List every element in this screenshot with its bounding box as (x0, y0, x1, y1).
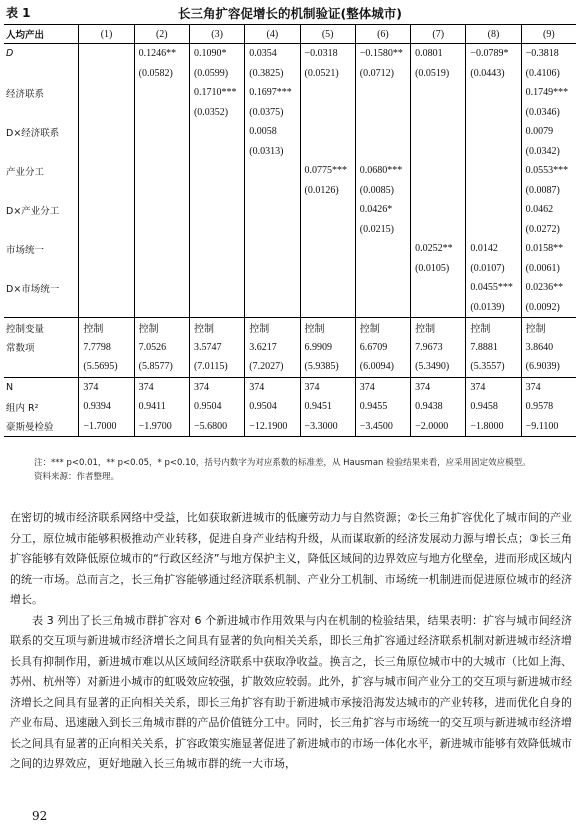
table-row (4, 357, 576, 377)
table-cell (300, 103, 355, 123)
table-cell: (0.0087) (521, 181, 576, 201)
table-row (4, 44, 576, 64)
table-cell (245, 259, 300, 279)
table-cell (411, 220, 466, 240)
table-cell (300, 220, 355, 240)
table-cell (355, 83, 410, 103)
table-cell: (0.0085) (355, 181, 410, 201)
table-row (4, 278, 576, 298)
table-cell: 0.0553*** (521, 161, 576, 181)
table-cell (79, 44, 134, 64)
row-label: 产业分工 (6, 166, 45, 178)
table-cell: (0.0313) (245, 142, 300, 162)
table-cell (245, 200, 300, 220)
table-cell (466, 83, 521, 103)
table-title: 长三角扩容促增长的机制验证(整体城市) (178, 6, 402, 21)
table-row (4, 220, 576, 240)
row-label: D (6, 48, 14, 60)
table-row (4, 64, 576, 84)
table-row (4, 417, 576, 437)
body-paragraph-2: 表 3 列出了长三角城市群扩容对 6 个新进城市作用效果与内在机制的检验结果，结果表明：扩容与城市间经济联系的交互项与新进城市经济增长之间具有显著的负向相关关系，即长三角扩容通过经济联系机制对新进城市经济增长具有抑制作用，新进城市难以从区域间经济联系中获取净收益。换言之，长三角原位城市中的大城市（比如上海、苏州、杭州等）对新进小城市的虹吸效应较强，扩散效应较弱。此外，扩容与城市间产业分工的交互项与新进城市经济增长之间具有显著的正向相关关系，即长三角扩容有助于新进城市承接沿海发达城市的产业转移，进而优化自身的产业布局、迅速融入到长三角城市群的产品价值链分工中。同时，长三角扩容与市场统一的交互项与新进城市经济增长之间具有显著的正向相关关系，扩容政策实施显著促进了新进城市的市场一体化水平，新进城市能够有效降低城市之间的边界效应，更好地融入长三角城市群的统一大市场， (10, 613, 572, 770)
table-cell: −1.7000 (79, 417, 134, 437)
table-cell: 374 (134, 377, 189, 397)
table-cell: (0.0342) (521, 142, 576, 162)
table-cell (411, 142, 466, 162)
table-cell (79, 200, 134, 220)
table-cell (189, 122, 244, 142)
table-cell (300, 200, 355, 220)
table-cell (245, 278, 300, 298)
table-cell (355, 278, 410, 298)
table-cell: 0.9504 (189, 397, 244, 417)
table-caption (4, 2, 576, 22)
table-cell (355, 142, 410, 162)
table-cell: 控制 (521, 318, 576, 338)
body-paragraph-1: 在密切的城市经济联系网络中受益，比如获取新进城市的低廉劳动力与自然资源；②长三角扩容优化了城市间的产业分工，原位城市能够积极推动产业转移，促进自身产业结构升级，从而谋取新的经济发展动力源与增长点；③长三角扩容能够有效降低原位城市的“行政区经济”与地方保护主义，降低区域间的边界效应与地方化壁垒，进而形成区域内的统一市场。总而言之，长三角扩容能够通过经济联系机制、产业分工机制、市场统一机制进而促进原位城市的经济增长。 (10, 511, 572, 606)
table-cell (300, 259, 355, 279)
table-cell (300, 278, 355, 298)
table-cell: 0.9411 (134, 397, 189, 417)
table-cell: (0.0105) (411, 259, 466, 279)
table-cell: 控制 (411, 318, 466, 338)
table-row (4, 377, 576, 397)
table-cell (79, 122, 134, 142)
row-label (4, 64, 79, 84)
table-cell: 7.7798 (79, 338, 134, 358)
table-cell: (0.0599) (189, 64, 244, 84)
table-cell: 374 (79, 377, 134, 397)
table-cell (300, 122, 355, 142)
table-cell: 374 (300, 377, 355, 397)
table-cell: −1.9700 (134, 417, 189, 437)
table-cell (79, 239, 134, 259)
table-cell (411, 181, 466, 201)
table-header-row (4, 25, 576, 44)
regression-table (4, 24, 576, 437)
table-cell: −5.6800 (189, 417, 244, 437)
table-cell: 控制 (79, 318, 134, 338)
column-header: (5) (300, 25, 355, 44)
table-cell (355, 122, 410, 142)
table-cell (79, 278, 134, 298)
column-header: (3) (189, 25, 244, 44)
table-row (4, 142, 576, 162)
row-label: N (4, 377, 79, 397)
table-cell: 0.0142 (466, 239, 521, 259)
table-cell: 0.9438 (411, 397, 466, 417)
table-cell (79, 259, 134, 279)
table-cell: 0.1710*** (189, 83, 244, 103)
table-cell: (5.3557) (466, 357, 521, 377)
table-source: 资料来源：作者整理。 (34, 472, 120, 482)
table-cell (245, 220, 300, 240)
table-cell: (7.0115) (189, 357, 244, 377)
table-cell: (0.0375) (245, 103, 300, 123)
table-cell: 7.9673 (411, 338, 466, 358)
table-row (4, 83, 576, 103)
table-cell (79, 64, 134, 84)
table-cell (134, 103, 189, 123)
table-cell: 0.0058 (245, 122, 300, 142)
table-cell: 374 (189, 377, 244, 397)
table-cell (411, 122, 466, 142)
table-cell: (5.3490) (411, 357, 466, 377)
table-cell (189, 278, 244, 298)
column-header: (1) (79, 25, 134, 44)
table-cell (245, 181, 300, 201)
table-cell (300, 239, 355, 259)
table-cell (411, 83, 466, 103)
table-cell: (0.0215) (355, 220, 410, 240)
table-cell (355, 298, 410, 318)
table-cell (134, 298, 189, 318)
table-cell: 控制 (245, 318, 300, 338)
table-row (4, 181, 576, 201)
table-cell: 0.0158** (521, 239, 576, 259)
table-cell: 0.1749*** (521, 83, 576, 103)
table-row (4, 103, 576, 123)
table-cell: (0.0126) (300, 181, 355, 201)
table-cell (134, 278, 189, 298)
table-cell (245, 298, 300, 318)
table-cell: 0.9458 (466, 397, 521, 417)
table-cell (189, 181, 244, 201)
table-cell (79, 181, 134, 201)
column-header: (6) (355, 25, 410, 44)
table-cell (466, 161, 521, 181)
column-header: (7) (411, 25, 466, 44)
table-cell: 3.6217 (245, 338, 300, 358)
table-cell: (0.0582) (134, 64, 189, 84)
table-cell (79, 103, 134, 123)
table-cell: 0.9504 (245, 397, 300, 417)
table-cell (134, 142, 189, 162)
table-cell: (0.0352) (189, 103, 244, 123)
table-cell (411, 103, 466, 123)
table-cell (411, 161, 466, 181)
row-label (4, 298, 79, 318)
table-body (4, 44, 576, 437)
table-cell (79, 83, 134, 103)
table-cell: −1.8000 (466, 417, 521, 437)
table-cell: 0.9394 (79, 397, 134, 417)
table-cell (466, 103, 521, 123)
table-cell: −3.3000 (300, 417, 355, 437)
table-cell (300, 298, 355, 318)
table-cell (134, 259, 189, 279)
table-cell (134, 161, 189, 181)
table-cell: (5.9385) (300, 357, 355, 377)
table-cell (355, 259, 410, 279)
table-cell: 0.1246** (134, 44, 189, 64)
table-cell: 0.0680*** (355, 161, 410, 181)
row-label (4, 220, 79, 240)
table-cell: 控制 (189, 318, 244, 338)
table-cell: 0.9451 (300, 397, 355, 417)
table-row (4, 259, 576, 279)
table-row (4, 200, 576, 220)
table-cell: 6.6709 (355, 338, 410, 358)
table-cell (189, 298, 244, 318)
table-cell: 控制 (355, 318, 410, 338)
table-cell: 374 (521, 377, 576, 397)
row-label (4, 142, 79, 162)
table-cell (134, 122, 189, 142)
body-text (10, 508, 572, 775)
table-cell (245, 239, 300, 259)
table-cell: 374 (411, 377, 466, 397)
table-cell: (0.0712) (355, 64, 410, 84)
table-number: 表 1 (6, 6, 31, 20)
table-cell: 374 (355, 377, 410, 397)
table-cell: (0.0519) (411, 64, 466, 84)
table-cell: −3.4500 (355, 417, 410, 437)
table-cell: 0.0775*** (300, 161, 355, 181)
table-cell: 控制 (134, 318, 189, 338)
column-header: (9) (521, 25, 576, 44)
row-label (4, 103, 79, 123)
table-cell (300, 142, 355, 162)
table-cell (466, 200, 521, 220)
table-cell: (7.2027) (245, 357, 300, 377)
table-cell: 控制 (466, 318, 521, 338)
table-cell: 0.1090* (189, 44, 244, 64)
table-cell (79, 161, 134, 181)
table-cell: (6.0094) (355, 357, 410, 377)
table-cell: (0.0139) (466, 298, 521, 318)
table-cell: (0.0092) (521, 298, 576, 318)
table-cell (411, 298, 466, 318)
table-cell (189, 259, 244, 279)
row-label: D×市场统一 (6, 283, 60, 295)
row-label: 市场统一 (6, 244, 45, 256)
table-cell (79, 298, 134, 318)
table-row (4, 161, 576, 181)
table-cell: 3.8640 (521, 338, 576, 358)
row-label (4, 259, 79, 279)
table-row (4, 338, 576, 358)
table-cell: −2.0000 (411, 417, 466, 437)
table-cell (189, 161, 244, 181)
row-label: 控制变量 (4, 318, 79, 338)
column-header: (4) (245, 25, 300, 44)
table-cell (411, 200, 466, 220)
table-cell: 0.9455 (355, 397, 410, 417)
row-label: 常数项 (6, 343, 35, 355)
table-cell (134, 239, 189, 259)
table-cell: (0.0521) (300, 64, 355, 84)
table-cell: −0.1580** (355, 44, 410, 64)
table-cell (466, 122, 521, 142)
table-cell: 7.8881 (466, 338, 521, 358)
table-cell: −9.1100 (521, 417, 576, 437)
table-cell: 0.0426* (355, 200, 410, 220)
table-cell: (5.8577) (134, 357, 189, 377)
table-row (4, 122, 576, 142)
table-cell: −0.0789* (466, 44, 521, 64)
table-cell (189, 142, 244, 162)
table-cell: (0.0443) (466, 64, 521, 84)
table-cell: 0.0801 (411, 44, 466, 64)
table-cell (411, 278, 466, 298)
table-cell (466, 181, 521, 201)
table-cell: (0.4106) (521, 64, 576, 84)
table-cell: 0.9578 (521, 397, 576, 417)
row-label (4, 357, 79, 377)
table-cell (300, 83, 355, 103)
row-label: 豪斯曼检验 (4, 417, 79, 437)
table-cell: 0.0252** (411, 239, 466, 259)
table-cell (79, 220, 134, 240)
table-cell: 0.0079 (521, 122, 576, 142)
table-cell (355, 239, 410, 259)
table-notes (34, 456, 572, 484)
table-cell: 控制 (300, 318, 355, 338)
table-cell (189, 220, 244, 240)
table-cell (134, 181, 189, 201)
row-label: 经济联系 (6, 88, 45, 100)
table-cell: (0.3825) (245, 64, 300, 84)
table-cell (134, 83, 189, 103)
table-cell (134, 220, 189, 240)
table-cell (134, 200, 189, 220)
table-cell (466, 142, 521, 162)
table-cell (79, 142, 134, 162)
column-header: (2) (134, 25, 189, 44)
table-cell: (5.5695) (79, 357, 134, 377)
table-cell (466, 220, 521, 240)
table-cell: (0.0107) (466, 259, 521, 279)
row-label: 组内 R² (6, 402, 39, 414)
table-cell: (0.0061) (521, 259, 576, 279)
table-cell: −12.1900 (245, 417, 300, 437)
table-cell: 0.0462 (521, 200, 576, 220)
table-cell: 0.0455*** (466, 278, 521, 298)
table-row (4, 397, 576, 417)
table-cell: 0.0236** (521, 278, 576, 298)
table-cell (355, 103, 410, 123)
table-cell (245, 161, 300, 181)
table-cell: 0.0354 (245, 44, 300, 64)
table-cell: 6.9909 (300, 338, 355, 358)
table-note: 注：*** p<0.01，** p<0.05，* p<0.10，括号内数字为对应系数的标准差，从 Hausman 检验结果来看，应采用固定效应模型。 (34, 458, 531, 468)
table-cell: −0.0318 (300, 44, 355, 64)
table-cell: 0.1697*** (245, 83, 300, 103)
table-cell (189, 200, 244, 220)
row-label: D×经济联系 (6, 127, 60, 139)
table-cell: 374 (245, 377, 300, 397)
table-cell (189, 239, 244, 259)
row-label: D×产业分工 (6, 205, 60, 217)
row-label (4, 181, 79, 201)
column-header: (8) (466, 25, 521, 44)
table-cell: (0.0346) (521, 103, 576, 123)
table-row (4, 318, 576, 338)
table-cell: (6.9039) (521, 357, 576, 377)
table-cell: 374 (466, 377, 521, 397)
page-number: 92 (32, 809, 48, 823)
table-cell: −0.3818 (521, 44, 576, 64)
table-row (4, 239, 576, 259)
header-label: 人均产出 (4, 25, 79, 44)
table-cell: 3.5747 (189, 338, 244, 358)
table-row (4, 298, 576, 318)
table-cell: (0.0272) (521, 220, 576, 240)
table-cell: 7.0526 (134, 338, 189, 358)
